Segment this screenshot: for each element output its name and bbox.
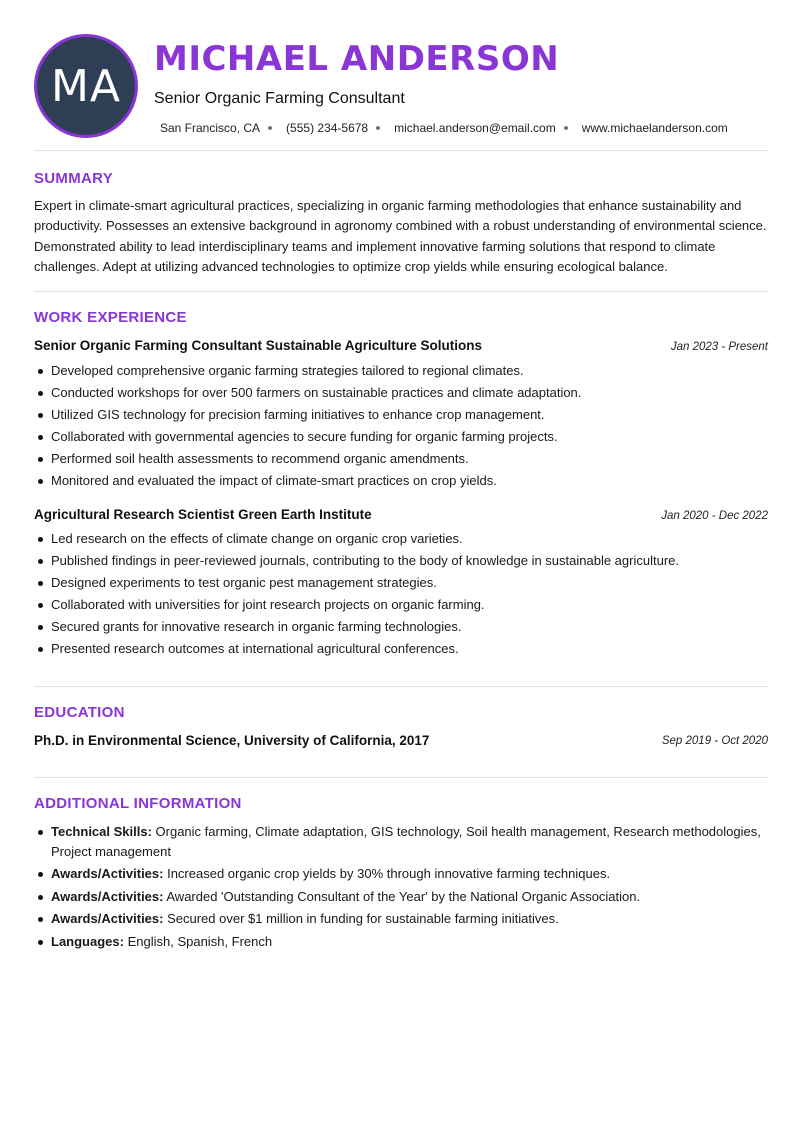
candidate-title: Senior Organic Farming Consultant [154, 90, 405, 107]
list-item: Performed soil health assessments to recommend organic amendments. [34, 448, 768, 470]
summary-text: Expert in climate-smart agricultural practices, specializing in organic farming methodologies that enhance sustainability and productivity. Possesses an extensive background in agronomy combined with a robust understanding of environmental science. Demonstrated ability to lead interdisciplinary teams and implement innovative farming solutions that respond to climate challenges. Adept at utilizing advanced technologies to optimize crop yields while ensuring ecological balance. [34, 198, 767, 274]
divider [34, 150, 768, 151]
list-item: Collaborated with governmental agencies to secure funding for organic farming projects. [34, 426, 768, 448]
item-label: Technical Skills: [51, 824, 152, 839]
contact-website[interactable]: www.michaelanderson.com [581, 121, 728, 135]
list-item: Developed comprehensive organic farming strategies tailored to regional climates. [34, 360, 768, 382]
item-text: Awarded 'Outstanding Consultant of the Year' by the National Organic Association. [163, 888, 641, 904]
list-item: Conducted workshops for over 500 farmers on sustainable practices and climate adaptation. [34, 382, 768, 404]
list-item [34, 864, 768, 884]
job-header: Agricultural Research Scientist Green Earth Institute [34, 507, 372, 522]
candidate-name: MICHAEL ANDERSON [154, 39, 560, 79]
avatar [34, 34, 138, 138]
contact-row [160, 121, 728, 135]
list-item: Monitored and evaluated the impact of climate-smart practices on crop yields. [34, 470, 768, 492]
avatar-initials: MA [50, 60, 122, 112]
job-bullets [34, 528, 768, 660]
item-label: Awards/Activities: [51, 911, 164, 926]
item-label: Awards/Activities: [51, 866, 164, 881]
list-item: Designed experiments to test organic pest management strategies. [34, 572, 768, 594]
contact-email[interactable]: michael.anderson@email.com [394, 121, 556, 135]
work-experience-heading: WORK EXPERIENCE [34, 309, 187, 326]
list-item: Published findings in peer-reviewed journals, contributing to the body of knowledge in sustainable agriculture. [34, 550, 768, 572]
divider [34, 777, 768, 778]
item-label: Awards/Activities: [51, 888, 164, 904]
list-item: Secured grants for innovative research in organic farming technologies. [34, 616, 768, 638]
item-text: English, Spanish, French [123, 933, 273, 949]
list-item: Collaborated with universities for joint research projects on organic farming. [34, 594, 768, 616]
summary-heading: SUMMARY [34, 170, 114, 187]
contact-phone: (555) 234-5678 [286, 121, 369, 135]
job-date: Jan 2023 - Present [670, 341, 768, 353]
job-date: Jan 2020 - Dec 2022 [661, 510, 768, 522]
item-label: Languages: [51, 933, 124, 949]
job-bullets [34, 360, 768, 492]
separator-dot [268, 126, 272, 130]
list-item: Presented research outcomes at international agricultural conferences. [34, 638, 768, 660]
resume-header [34, 34, 768, 138]
list-item: Led research on the effects of climate change on organic crop varieties. [34, 528, 768, 550]
list-item [34, 887, 768, 907]
education-degree: Ph.D. in Environmental Science, University of California, 2017 [34, 733, 430, 748]
list-item [34, 932, 768, 952]
additional-info-heading: ADDITIONAL INFORMATION [34, 795, 242, 812]
item-text: Increased organic crop yields by 30% through innovative farming techniques. [163, 866, 611, 881]
separator-dot [564, 126, 568, 130]
divider [34, 291, 768, 292]
contact-location: San Francisco, CA [160, 121, 261, 135]
item-text: Secured over $1 million in funding for sustainable farming initiatives. [163, 911, 559, 926]
divider [34, 686, 768, 687]
separator-dot [376, 126, 380, 130]
education-heading: EDUCATION [34, 704, 125, 721]
job-header: Senior Organic Farming Consultant Sustainable Agriculture Solutions [34, 338, 483, 353]
additional-info-list [34, 822, 768, 954]
list-item: Utilized GIS technology for precision farming initiatives to enhance crop management. [34, 404, 768, 426]
list-item [34, 822, 768, 861]
education-date: Sep 2019 - Oct 2020 [661, 735, 768, 747]
item-text: Organic farming, Climate adaptation, GIS technology, Soil health management, Research methodologies, Project management [51, 824, 761, 859]
list-item [34, 909, 768, 929]
